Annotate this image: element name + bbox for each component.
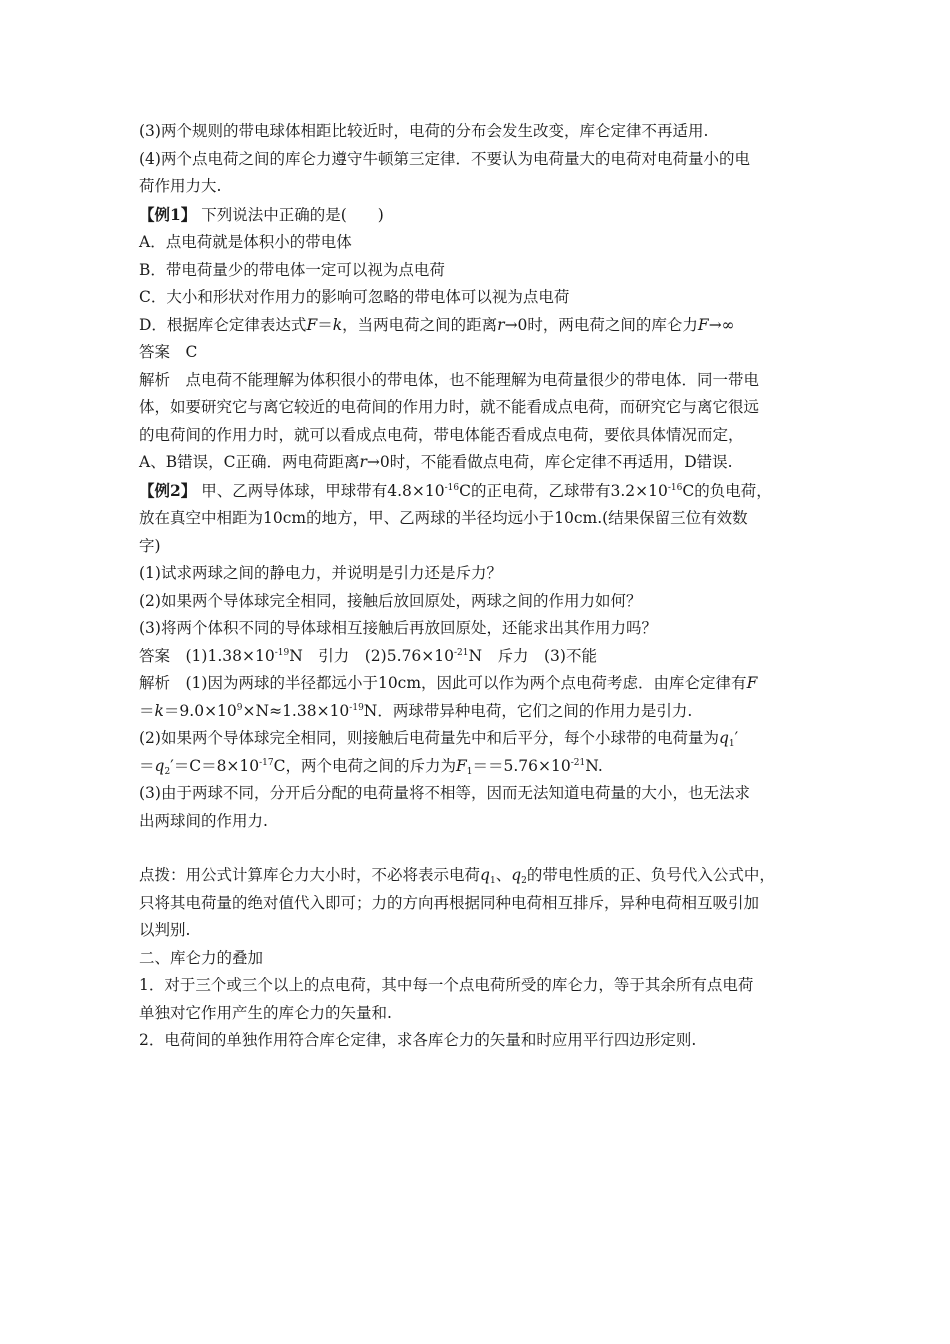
option-d <box>139 312 829 340</box>
tip-var-q2: q <box>511 866 522 884</box>
analysis-2-exp-2: -19 <box>349 702 364 713</box>
tip-line3: 以判别. <box>139 921 191 939</box>
answer-2-text-2: N 引力 (2)5.76×10 <box>289 646 454 665</box>
analysis-2-text-11: 出两球间的作用力. <box>139 811 268 830</box>
tip-line2: 只将其电荷量的绝对值代入即可；力的方向再根据同种电荷相互排斥，异种电荷相互吸引加 <box>139 893 760 912</box>
option-c: C．大小和形状对作用力的影响可忽略的带电体可以视为点电荷 <box>139 288 570 306</box>
analysis-2-var-f1: F <box>456 756 467 775</box>
example-2-exp-1: -16 <box>444 482 460 493</box>
tip-sub-2: 2 <box>521 876 527 886</box>
analysis-1-line1: 解析 点电荷不能理解为体积很小的带电体，也不能理解为电荷量很少的带电体．同一带电 <box>139 370 760 389</box>
question-1: (1)试求两球之间的静电力，并说明是引力还是斥力？ <box>139 564 502 582</box>
analysis-2-text-4: N．两球带异种电荷，它们之间的作用力是引力. <box>363 701 693 720</box>
analysis-2-var-f: F <box>746 674 758 692</box>
example-2-text-1: 甲、乙两导体球，甲球带有4.8×10 <box>196 481 445 500</box>
option-d-text-3: →0时，两电荷之间的库仑力 <box>504 315 698 334</box>
analysis-2-exp-1: 9 <box>236 702 243 713</box>
example-2-text-2: C的正电荷，乙球带有3.2×10 <box>459 481 668 500</box>
analysis-2-text-5: (2)如果两个导体球完全相同，则接触后电荷量先中和后平分，每个小球带的电荷量为 <box>139 729 719 747</box>
analysis-2-sub-1: 1 <box>728 739 735 749</box>
point-1-line1: 1．对于三个或三个以上的点电荷，其中每一个点电荷所受的库仑力，等于其余所有点电荷 <box>139 976 754 994</box>
analysis-2 <box>139 670 829 835</box>
analysis-1-line2: 体，如要研究它与离它较近的电荷间的作用力时，就不能看成点电荷，而研究它与离它很远 <box>139 398 760 416</box>
analysis-1-line4a: A、B错误，C正确．两电荷距离 <box>139 453 360 471</box>
option-d-text-1: D．根据库仑定律表达式 <box>139 315 307 334</box>
answer-1: 答案 C <box>139 343 198 361</box>
analysis-1-line4b: →0时，不能看做点电荷，库仑定律不再适用，D错误. <box>366 453 733 471</box>
analysis-2-var-q1: q <box>718 729 729 747</box>
spacer <box>139 835 829 862</box>
analysis-2-exp-4: -21 <box>570 757 586 768</box>
analysis-2-sub-2: 2 <box>164 766 171 777</box>
analysis-1 <box>139 367 829 477</box>
question-2: (2)如果两个导体球完全相同，接触后放回原处，两球之间的作用力如何？ <box>139 591 642 610</box>
option-b: B．带电荷量少的带电体一定可以视为点电荷 <box>139 260 445 279</box>
document-page <box>139 118 829 1055</box>
example-2-exp-2: -16 <box>667 482 683 493</box>
answer-2-text-1: 答案 (1)1.38×10 <box>139 646 275 665</box>
tip-sep: 、 <box>495 866 512 884</box>
note-4-line2: 荷作用力大. <box>139 177 222 195</box>
analysis-2-prime-1: ′ <box>734 729 739 747</box>
answer-2-exp-1: -19 <box>274 647 290 658</box>
example-2-label: 【例2】 <box>139 480 197 500</box>
note-4-line1: (4)两个点电荷之间的库仑力遵守牛顿第三定律．不要认为电荷量大的电荷对电荷量小的电 <box>139 149 750 168</box>
example-2-line2: 放在真空中相距为10cm的地方，甲、乙两球的半径均远小于10cm.(结果保留三位有效数 <box>139 509 748 527</box>
analysis-2-text-1: 解析 (1)因为两球的半径都远小于10cm，因此可以作为两个点电荷考虑．由库仑定律有 <box>139 674 747 692</box>
analysis-2-text-8: ＝＝5.76×10 <box>472 756 571 775</box>
analysis-2-var-q2: q <box>154 756 165 775</box>
example-1-label: 【例1】 <box>139 204 197 224</box>
note-4 <box>139 146 829 201</box>
answer-2 <box>139 643 829 671</box>
tip-sub-1: 1 <box>489 876 496 886</box>
analysis-2-text-10: (3)由于两球不同，分开后分配的电荷量将不相等，因而无法知道电荷量的大小，也无法求 <box>139 784 750 802</box>
analysis-2-text-6: ′＝C＝8×10 <box>170 756 260 775</box>
option-d-text-2: ，当两电荷之间的距离 <box>342 315 498 334</box>
option-d-text-4: →∞ <box>708 315 735 334</box>
point-1-line2: 单独对它作用产生的库仑力的矢量和. <box>139 1003 392 1022</box>
example-2-text-3: C的负电荷， <box>682 481 772 500</box>
example-1-text: 下列说法中正确的是( ) <box>196 205 384 224</box>
analysis-2-eq: ＝ <box>139 701 155 720</box>
option-d-var-f2: F <box>697 315 709 334</box>
tip-var-q1: q <box>480 866 490 884</box>
analysis-1-line3: 的电荷间的作用力时，就可以看成点电荷，带电体能否看成点电荷，要依具体情况而定， <box>139 425 744 444</box>
answer-2-text-3: N 斥力 (3)不能 <box>468 646 597 665</box>
analysis-2-text-3: ×N≈1.38×10 <box>242 701 350 720</box>
question-3: (3)将两个体积不同的导体球相互接触后再放回原处，还能求出其作用力吗？ <box>139 619 657 637</box>
point-1 <box>139 972 829 1027</box>
point-2: 2．电荷间的单独作用符合库仑定律，求各库仑力的矢量和时应用平行四边形定则. <box>139 1031 697 1049</box>
option-d-var-r: r <box>497 315 505 334</box>
option-d-var-k: k <box>332 315 343 334</box>
analysis-1-var-r: r <box>359 453 367 471</box>
option-d-var-f: F <box>306 315 318 334</box>
analysis-2-sub-3: 1 <box>466 766 473 777</box>
tip-text-1: 点拨：用公式计算库仑力大小时，不必将表示电荷 <box>139 866 481 884</box>
option-d-eq: ＝ <box>317 315 333 334</box>
analysis-2-text-2: ＝9.0×10 <box>163 701 237 720</box>
analysis-2-var-k: k <box>154 701 164 720</box>
analysis-2-eq-2: ＝ <box>139 756 155 775</box>
analysis-2-text-9: N. <box>585 756 603 775</box>
note-3: (3)两个规则的带电球体相距比较近时，电荷的分布会发生改变，库仑定律不再适用. <box>139 122 709 140</box>
answer-2-exp-2: -21 <box>453 647 469 658</box>
example-2-question <box>139 477 829 561</box>
analysis-2-text-7: C，两个电荷之间的斥力为 <box>273 756 457 775</box>
section-heading: 二、库仑力的叠加 <box>139 948 264 967</box>
tip-text-2: 的带电性质的正、负号代入公式中， <box>526 866 775 884</box>
tip <box>139 862 829 945</box>
analysis-2-exp-3: -17 <box>259 757 274 768</box>
example-1-question <box>139 201 829 230</box>
option-a: A．点电荷就是体积小的带电体 <box>139 233 352 251</box>
example-2-line3: 字) <box>139 536 161 555</box>
